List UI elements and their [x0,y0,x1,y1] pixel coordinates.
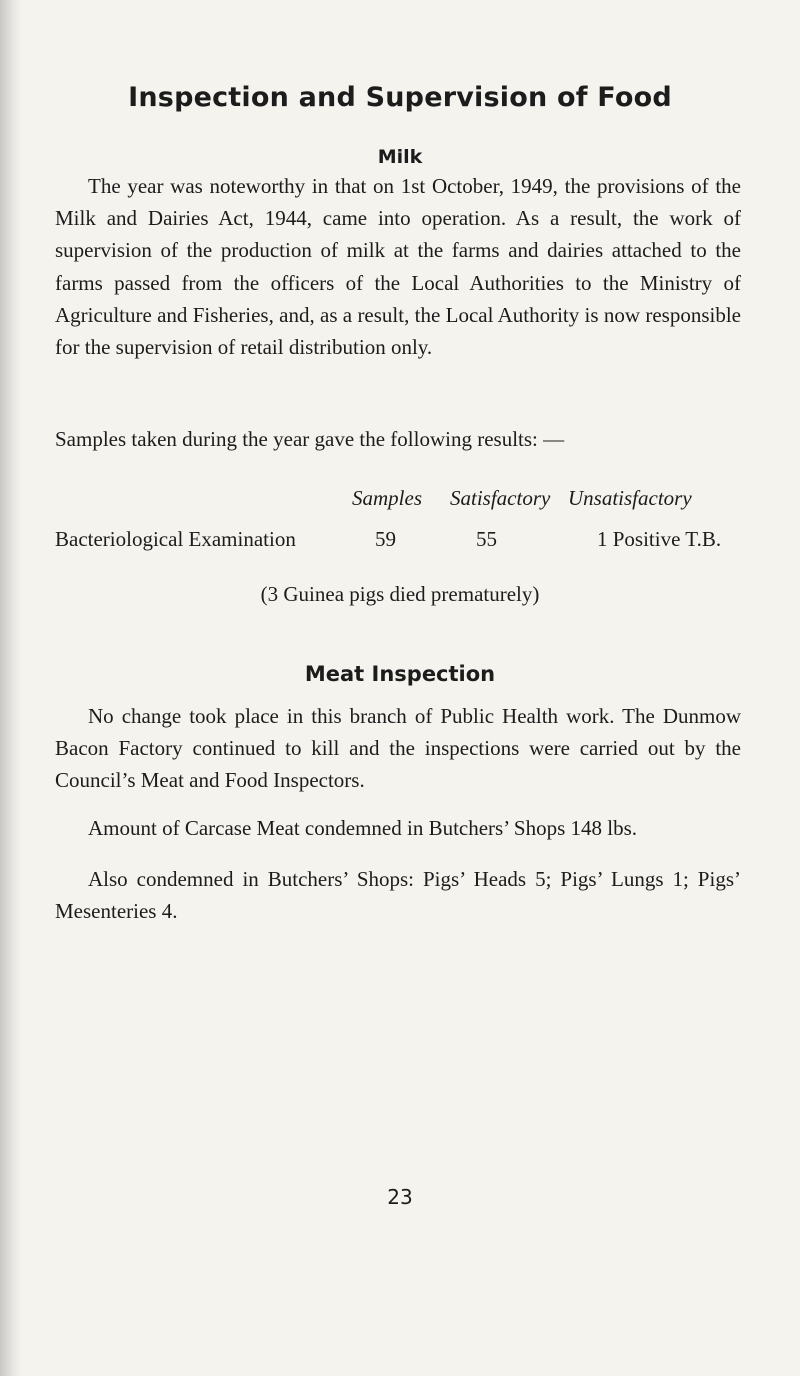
samples-intro: Samples taken during the year gave the following results: — [55,427,565,451]
table-header-samples: Samples [352,486,422,510]
table-header-satisfactory: Satisfactory [450,486,551,510]
section-heading-meat: Meat Inspection [304,662,496,686]
page-title: Inspection and Supervision of Food [128,82,672,113]
meat-paragraph-2: Amount of Carcase Meat condemned in Butchers’ Shops 148 lbs. [88,816,638,840]
page-number: 23 [387,1185,413,1209]
guinea-pig-note: (3 Guinea pigs died prematurely) [260,582,540,606]
table-row-label: Bacteriological Examination [55,527,296,551]
meat-paragraph-3: Also condemned in Butchers’ Shops: Pigs’ Heads 5; Pigs’ Lungs 1; Pigs’ Mesenteries 4. [55,867,741,924]
table-cell-samples: 59 [375,527,396,551]
milk-paragraph: The year was noteworthy in that on 1st October, 1949, the provisions of the Milk and Dairies Act, 1944, came into operation. As a result, the work of supervision of the production of milk at the farms and dairies attached to the farms passed from the officers of the Local Authorities to the Ministry of Agriculture and Fisheries, and, as a result, the Local Authority is now responsible for the supervision of retail distribution only. [55,174,741,360]
section-heading-milk: Milk [377,146,423,168]
table-header-unsatisfactory: Unsatisfactory [568,486,692,510]
scan-edge-shadow [0,0,22,1376]
meat-paragraph-1: No change took place in this branch of Public Health work. The Dunmow Bacon Factory continued to kill and the inspections were carried out by the Council’s Meat and Food Inspectors. [55,704,741,793]
table-cell-unsatisfactory: 1 Positive T.B. [597,527,722,551]
table-cell-satisfactory: 55 [476,527,497,551]
